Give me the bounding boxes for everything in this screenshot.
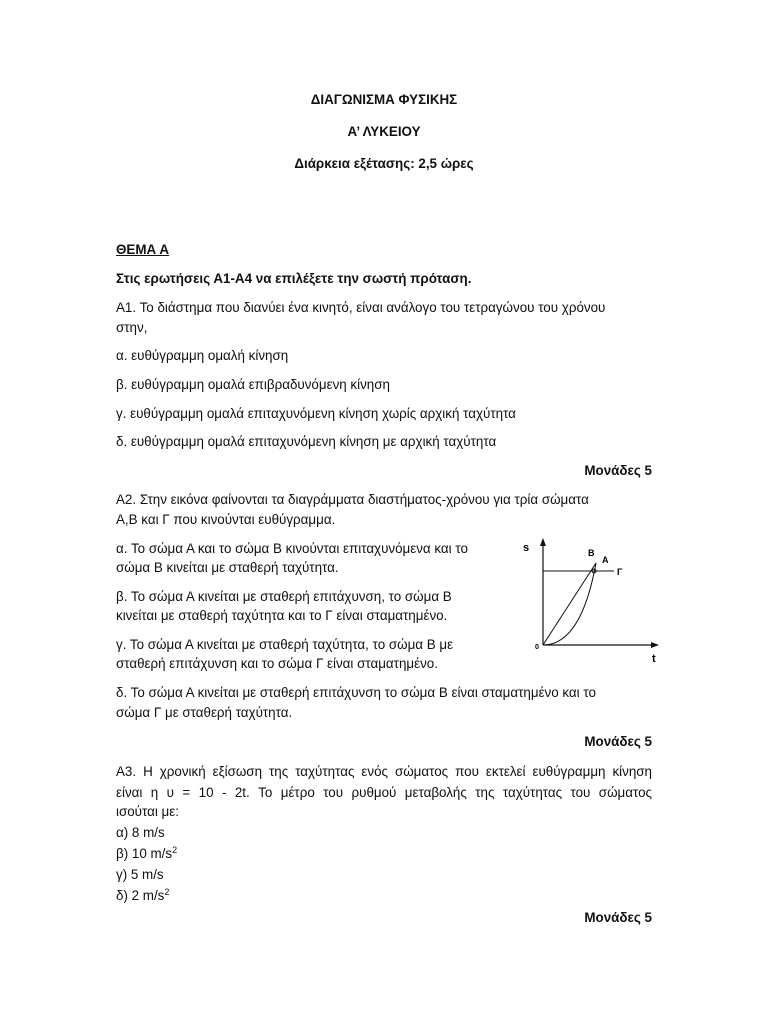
a2-option-b-line2: κινείται με σταθερή ταχύτητα και το Γ είναι σταματημένο.	[116, 608, 448, 623]
a3-option-c: γ) 5 m/s	[116, 867, 164, 882]
a3-question	[116, 761, 652, 803]
a3-option-b-exponent: 2	[172, 845, 178, 855]
a1-option-b: β. ευθύγραμμη ομαλά επιβραδυνόμενη κίνηση	[116, 377, 390, 392]
a3-question-line3: ισούται με:	[116, 804, 179, 819]
a2-question-line1: Α2. Στην εικόνα φαίνονται τα διαγράμματα διαστήματος-χρόνου για τρία σώματα	[116, 492, 589, 507]
graph-label-gamma: Γ	[617, 567, 623, 577]
graph-y-arrow	[540, 538, 546, 546]
a3-question-line2: είναι η υ = 10 - 2t. Το μέτρο του ρυθμού μεταβολής της ταχύτητας του σώματος	[116, 785, 652, 800]
a3-points: Μονάδες 5	[584, 910, 652, 925]
a2-option-b-line1: β. Το σώμα Α κινείται με σταθερή επιτάχυνση, το σώμα Β	[116, 589, 452, 604]
a1-question-line2: στην,	[116, 320, 148, 335]
a2-option-c-line1: γ. Το σώμα Α κινείται με σταθερή ταχύτητα, το σώμα Β με	[116, 637, 454, 652]
a3-option-b	[116, 846, 177, 861]
graph-x-arrow	[651, 642, 659, 648]
exam-title: ΔΙΑΓΩΝΙΣΜΑ ΦΥΣΙΚΗΣ	[310, 92, 458, 107]
a1-question-line1: Α1. Το διάστημα που διανύει ένα κινητό, είναι ανάλογο του τετραγώνου του χρόνου	[116, 300, 606, 315]
exam-grade: Α’ ΛΥΚΕΙΟΥ	[347, 124, 421, 139]
graph-y-label: s	[523, 542, 530, 554]
a1-option-d: δ. ευθύγραμμη ομαλά επιταχυνόμενη κίνηση με αρχική ταχύτητα	[116, 434, 497, 449]
exam-duration: Διάρκεια εξέτασης: 2,5 ώρες	[294, 156, 474, 171]
graph-label-a: Α	[602, 555, 609, 565]
section-instruction: Στις ερωτήσεις Α1-Α4 να επιλέξετε την σωστή πρόταση.	[116, 271, 472, 286]
section-heading: ΘΕΜΑ Α	[116, 242, 170, 257]
a2-points: Μονάδες 5	[584, 734, 652, 749]
distance-time-graph	[506, 535, 666, 670]
a2-question-line2: Α,Β και Γ που κινούνται ευθύγραμμα.	[116, 512, 336, 527]
a2-option-c-line2: σταθερή επιτάχυνση και το σώμα Γ είναι σταματημένο.	[116, 656, 438, 671]
graph-label-b: Β	[588, 548, 595, 558]
a1-option-c: γ. ευθύγραμμη ομαλά επιταχυνόμενη κίνηση χωρίς αρχική ταχύτητα	[116, 406, 516, 421]
graph-x-label: t	[652, 653, 656, 665]
a2-option-d-line2: σώμα Γ με σταθερή ταχύτητα.	[116, 705, 293, 720]
a3-question-line1: Α3. Η χρονική εξίσωση της ταχύτητας ενός σώματος που εκτελεί ευθύγραμμη κίνηση	[116, 764, 652, 779]
a2-option-a-line1: α. Το σώμα Α και το σώμα Β κινούνται επιταχυνόμενα και το	[116, 541, 468, 556]
graph-origin-label: 0	[535, 644, 539, 651]
a3-option-b-text: β) 10 m/s	[116, 846, 173, 861]
a3-option-d-exponent: 2	[164, 887, 170, 897]
a1-points: Μονάδες 5	[584, 463, 652, 478]
a1-option-a: α. ευθύγραμμη ομαλή κίνηση	[116, 348, 289, 363]
a3-option-a: α) 8 m/s	[116, 825, 165, 840]
a2-option-d-line1: δ. Το σώμα Α κινείται με σταθερή επιτάχυνση το σώμα Β είναι σταματημένο και το	[116, 685, 596, 700]
a3-option-d-text: δ) 2 m/s	[116, 888, 165, 903]
a3-option-d	[116, 888, 169, 903]
a2-option-a-line2: σώμα Β κινείται με σταθερή ταχύτητα.	[116, 560, 339, 575]
